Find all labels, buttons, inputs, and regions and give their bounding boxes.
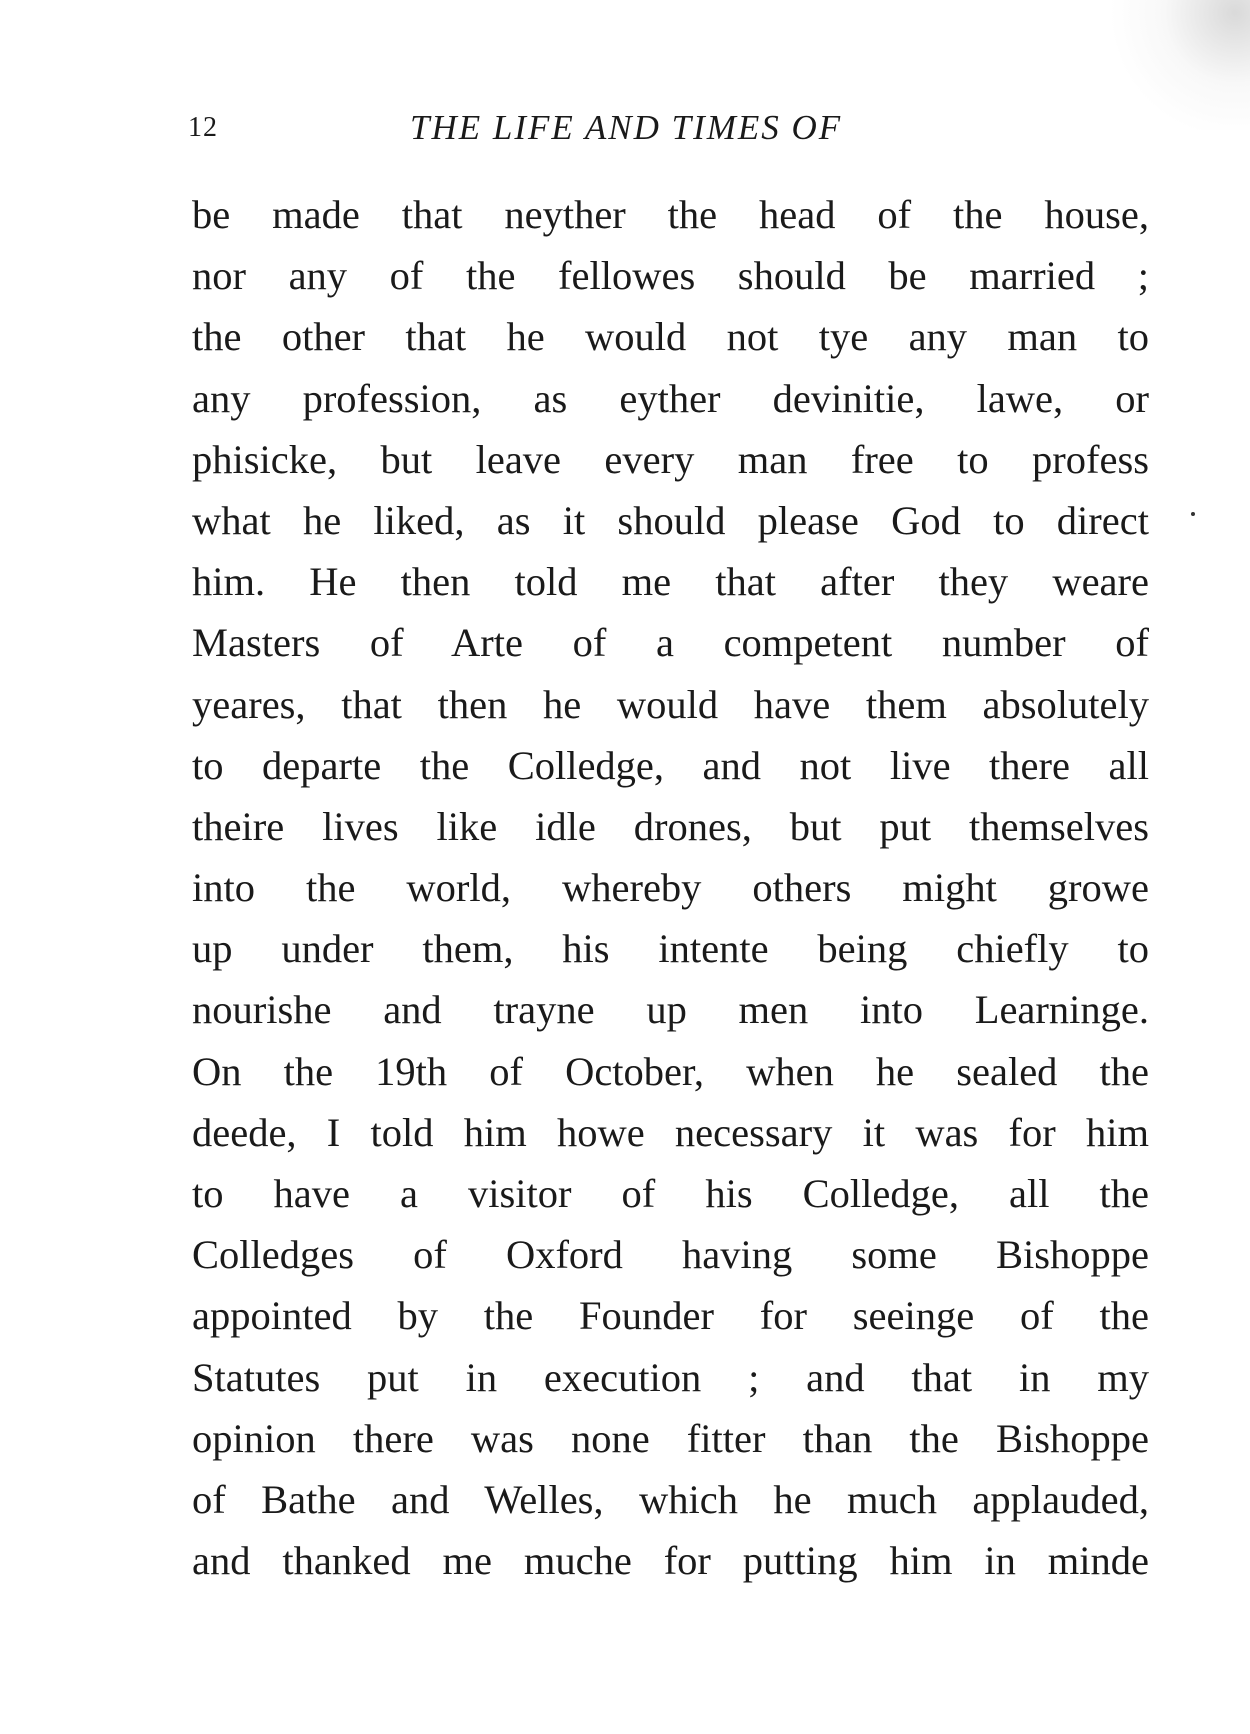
text-line: what he liked, as it should please God to direct <box>192 497 1149 543</box>
text-line: the other that he would not tye any man to <box>192 314 1149 360</box>
text-line: of Bathe and Welles, which he much applauded, <box>192 1476 1149 1522</box>
text-line: up under them, his intente being chiefly to <box>192 926 1149 972</box>
running-head <box>188 108 1088 152</box>
text-line: Masters of Arte of a competent number of <box>192 620 1149 666</box>
text-line: any profession, as eyther devinitie, lawe, or <box>192 375 1149 421</box>
text-line: to have a visitor of his Colledge, all the <box>192 1171 1149 1216</box>
text-line: appointed by the Founder for seeinge of the <box>192 1293 1149 1339</box>
text-line: and thanked me muche for putting him in minde <box>192 1538 1149 1584</box>
text-line: be made that neyther the head of the house, <box>192 192 1149 237</box>
text-line: yeares, that then he would have them absolutely <box>192 681 1149 727</box>
text-line: him. He then told me that after they weare <box>192 559 1149 605</box>
text-line: theire lives like idle drones, but put themselves <box>192 803 1149 849</box>
text-line: nourishe and trayne up men into Learninge. <box>192 987 1149 1033</box>
page-number: 12 <box>188 112 218 143</box>
text-line: to departe the Colledge, and not live there all <box>192 742 1149 788</box>
text-line: deede, I told him howe necessary it was for him <box>192 1109 1149 1155</box>
body-text <box>192 184 1149 1591</box>
text-line: opinion there was none fitter than the Bishoppe <box>192 1415 1149 1461</box>
scan-speck <box>1100 0 1250 130</box>
text-line: Colledges of Oxford having some Bishoppe <box>192 1232 1149 1278</box>
running-title: THE LIFE AND TIMES OF <box>410 108 843 147</box>
text-line: Statutes put in execution ; and that in my <box>192 1354 1149 1400</box>
text-line: On the 19th of October, when he sealed the <box>192 1048 1149 1094</box>
text-line: nor any of the fellowes should be married ; <box>192 253 1149 299</box>
margin-mark <box>1191 512 1195 516</box>
text-line: into the world, whereby others might growe <box>192 865 1149 911</box>
text-line: phisicke, but leave every man free to profess <box>192 436 1149 482</box>
